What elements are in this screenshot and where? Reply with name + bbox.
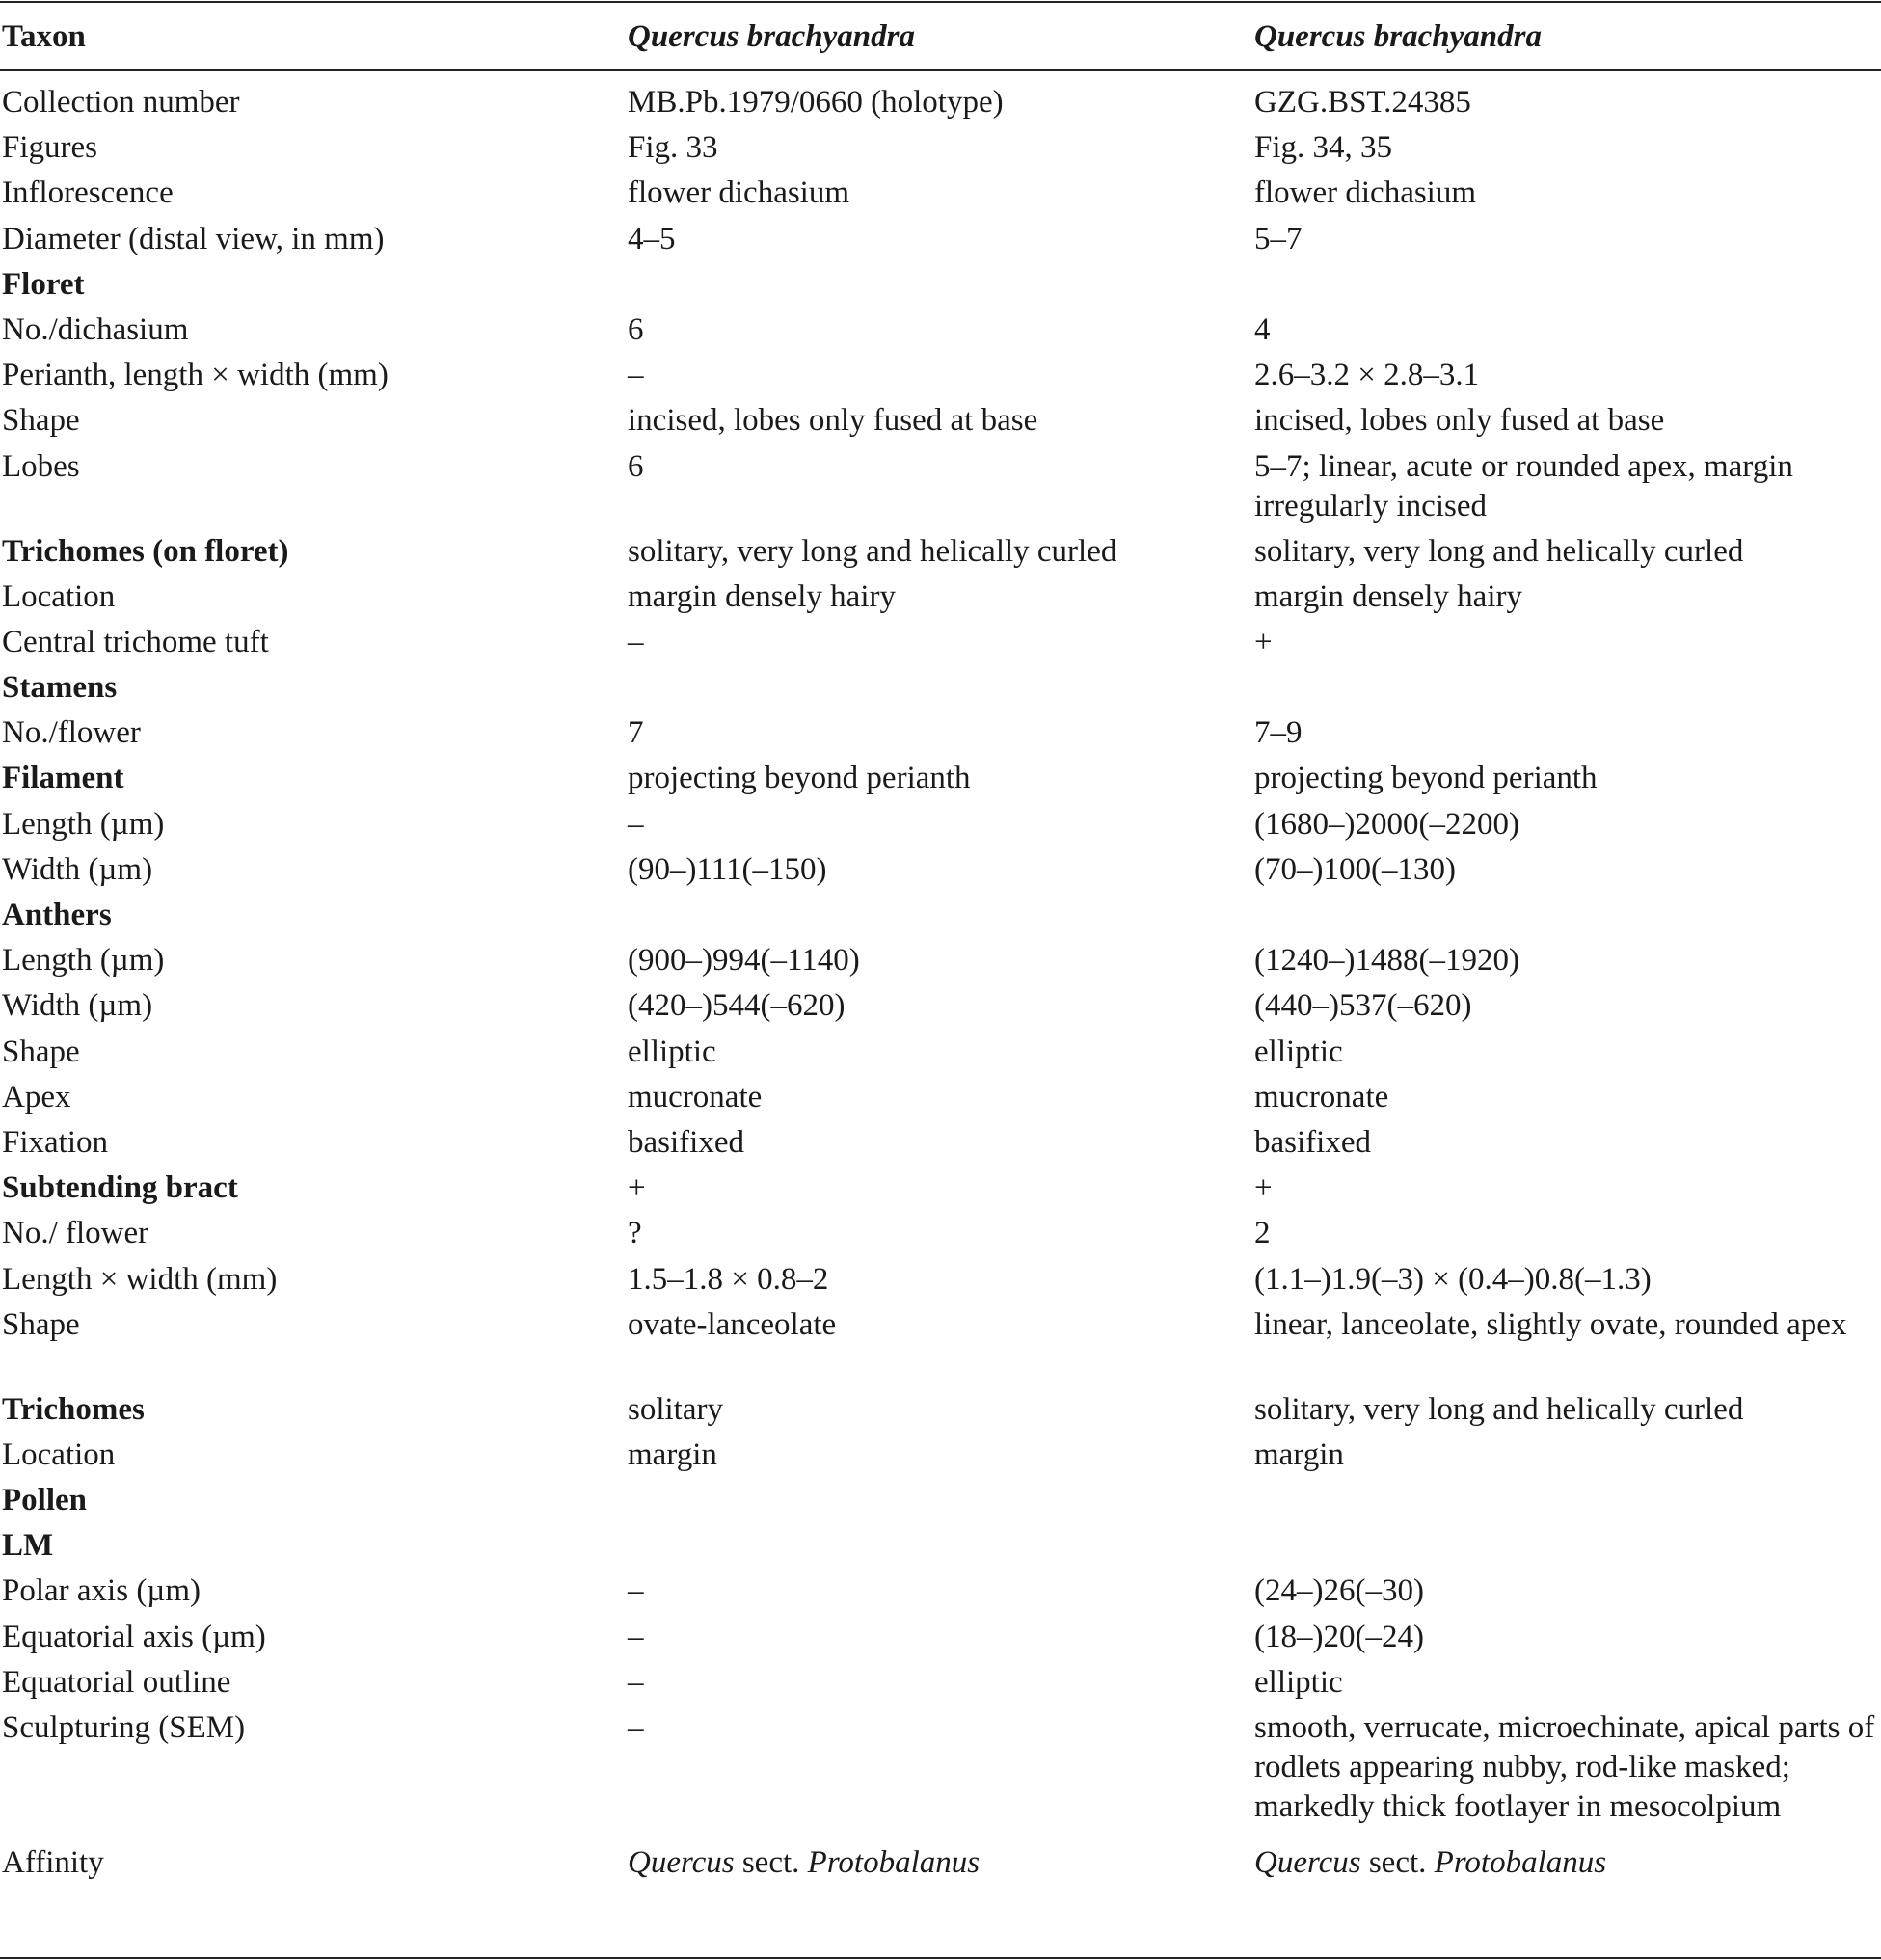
table-row — [0, 83, 1881, 128]
table-row — [0, 896, 1881, 941]
row-label: Fixation — [2, 1124, 109, 1160]
affinity-sect: sect. — [1360, 1845, 1435, 1880]
table-row — [0, 941, 1881, 986]
row-value-specimen-2: margin — [1254, 1436, 1344, 1472]
row-value-specimen-1: basifixed — [628, 1124, 744, 1160]
table-row — [0, 759, 1881, 804]
row-label: Length × width (mm) — [2, 1261, 278, 1297]
row-label: Sculpturing (SEM) — [2, 1710, 246, 1745]
row-label: No./flower — [2, 715, 141, 751]
row-value-specimen-1: (420–)544(–620) — [628, 988, 846, 1024]
row-value-specimen-2: 5–7 — [1254, 221, 1303, 256]
row-value-specimen-2: solitary, very long and helically curled — [1254, 533, 1744, 569]
row-label: Equatorial axis (µm) — [2, 1619, 266, 1654]
table-row — [0, 1123, 1881, 1168]
table-row — [0, 401, 1881, 446]
row-value-specimen-2: GZG.BST.24385 — [1254, 85, 1471, 120]
row-value-specimen-2: Fig. 34, 35 — [1254, 130, 1393, 166]
row-value-specimen-1: 6 — [628, 311, 644, 347]
table-row — [0, 1168, 1881, 1214]
row-label: Pollen — [2, 1483, 87, 1518]
row-label: Subtending bract — [2, 1170, 238, 1206]
row-value-specimen-2 — [1254, 1843, 1881, 1883]
row-value-specimen-2: (70–)100(–130) — [1254, 851, 1456, 887]
table-top-rule — [0, 1, 1881, 3]
row-value-specimen-2: (1.1–)1.9(–3) × (0.4–)0.8(–1.3) — [1254, 1261, 1652, 1297]
header-taxon: Taxon — [2, 19, 86, 54]
table-row — [0, 1571, 1881, 1617]
row-label: Trichomes (on floret) — [2, 533, 289, 569]
row-label: Diameter (distal view, in mm) — [2, 221, 385, 256]
table-row — [0, 1708, 1881, 1839]
row-label: Location — [2, 578, 116, 614]
row-label: Perianth, length × width (mm) — [2, 358, 389, 393]
table-body — [0, 83, 1881, 1889]
row-label: No./ flower — [2, 1216, 149, 1251]
row-value-specimen-1: solitary, very long and helically curled — [628, 533, 1117, 569]
table-row — [0, 1033, 1881, 1078]
row-value-specimen-1: projecting beyond perianth — [628, 761, 971, 796]
row-value-specimen-2: incised, lobes only fused at base — [1254, 403, 1665, 439]
row-value-specimen-1: 7 — [628, 715, 644, 751]
row-label: Inflorescence — [2, 175, 174, 211]
row-value-specimen-2: elliptic — [1254, 1034, 1343, 1069]
table-row — [0, 1663, 1881, 1708]
row-value-specimen-2: + — [1254, 624, 1273, 659]
row-value-specimen-1: incised, lobes only fused at base — [628, 403, 1038, 439]
row-label: Lobes — [2, 448, 80, 484]
row-label: Figures — [2, 130, 97, 166]
table-row — [0, 1214, 1881, 1259]
table-row — [0, 577, 1881, 623]
table-header-rule — [0, 69, 1881, 71]
row-label: Width (µm) — [2, 851, 153, 887]
row-label: No./dichasium — [2, 311, 189, 347]
row-value-specimen-1: 4–5 — [628, 221, 676, 256]
row-value-specimen-1: elliptic — [628, 1034, 716, 1069]
row-value-specimen-2: 2.6–3.2 × 2.8–3.1 — [1254, 358, 1480, 393]
row-value-specimen-1: margin — [628, 1436, 717, 1472]
row-label: Affinity — [2, 1845, 104, 1880]
row-label: Trichomes — [2, 1391, 145, 1427]
table-row — [0, 174, 1881, 219]
affinity-section: Protobalanus — [1434, 1845, 1607, 1880]
row-label: Location — [2, 1436, 116, 1472]
table-row-affinity — [0, 1843, 1881, 1889]
table-row — [0, 1390, 1881, 1436]
row-value-specimen-1: – — [628, 806, 644, 842]
row-value-specimen-2: flower dichasium — [1254, 175, 1477, 211]
row-value-specimen-1: ovate-lanceolate — [628, 1306, 837, 1342]
row-label: Shape — [2, 403, 80, 439]
row-value-specimen-2: 5–7; linear, acute or rounded apex, margin irregularly incised — [1254, 448, 1793, 524]
row-value-specimen-2: + — [1254, 1170, 1273, 1206]
table-row — [0, 128, 1881, 174]
row-value-specimen-1: – — [628, 1573, 644, 1609]
row-value-specimen-1: – — [628, 1710, 644, 1745]
table-header-row — [0, 13, 1881, 60]
table-row — [0, 805, 1881, 850]
row-label: Length (µm) — [2, 806, 165, 842]
row-value-specimen-2: 7–9 — [1254, 715, 1303, 751]
table-row — [0, 713, 1881, 759]
row-value-specimen-1: 1.5–1.8 × 0.8–2 — [628, 1261, 829, 1297]
table-row — [0, 1078, 1881, 1123]
row-value-specimen-1: flower dichasium — [628, 175, 850, 211]
table-row — [0, 623, 1881, 668]
row-label: Shape — [2, 1034, 80, 1069]
affinity-genus: Quercus — [1254, 1845, 1361, 1880]
row-label: Filament — [2, 761, 124, 796]
table-row — [0, 1305, 1881, 1390]
row-value-specimen-2: basifixed — [1254, 1124, 1371, 1160]
row-value-specimen-2: (1240–)1488(–1920) — [1254, 943, 1519, 979]
row-label: Equatorial outline — [2, 1664, 231, 1700]
row-value-specimen-2: 4 — [1254, 311, 1271, 347]
row-value-specimen-1 — [628, 1843, 1245, 1883]
row-value-specimen-2: margin densely hairy — [1254, 578, 1522, 614]
row-value-specimen-2: (18–)20(–24) — [1254, 1619, 1424, 1654]
row-value-specimen-1: – — [628, 358, 644, 393]
row-label: Shape — [2, 1306, 80, 1342]
row-label: Anthers — [2, 898, 112, 932]
affinity-sect: sect. — [734, 1845, 808, 1880]
row-value-specimen-2: mucronate — [1254, 1079, 1389, 1114]
table-row — [0, 265, 1881, 310]
row-label: LM — [2, 1528, 54, 1564]
row-value-specimen-1: – — [628, 1664, 644, 1700]
table-row — [0, 1436, 1881, 1481]
table-row — [0, 532, 1881, 577]
table-row — [0, 447, 1881, 532]
row-value-specimen-2: linear, lanceolate, slightly ovate, rounded apex — [1254, 1306, 1847, 1342]
row-value-specimen-2: solitary, very long and helically curled — [1254, 1391, 1744, 1427]
row-value-specimen-1: – — [628, 1619, 644, 1654]
row-value-specimen-1: solitary — [628, 1391, 723, 1427]
row-label: Stamens — [2, 670, 118, 706]
row-label: Floret — [2, 266, 85, 302]
affinity-section: Protobalanus — [807, 1845, 981, 1880]
table-row — [0, 310, 1881, 356]
table-row — [0, 1481, 1881, 1526]
row-label: Apex — [2, 1079, 71, 1114]
table-row — [0, 220, 1881, 265]
table-bottom-rule — [0, 1957, 1881, 1959]
row-value-specimen-2: (440–)537(–620) — [1254, 988, 1472, 1024]
row-value-specimen-1: ? — [628, 1216, 642, 1251]
row-label: Polar axis (µm) — [2, 1573, 201, 1609]
row-value-specimen-1: Fig. 33 — [628, 130, 718, 166]
row-label: Width (µm) — [2, 988, 153, 1024]
row-value-specimen-2: (1680–)2000(–2200) — [1254, 806, 1519, 842]
header-specimen-1: Quercus brachyandra — [628, 19, 915, 54]
table-row — [0, 1260, 1881, 1305]
row-value-specimen-2: 2 — [1254, 1216, 1271, 1251]
row-value-specimen-1: (900–)994(–1140) — [628, 943, 860, 979]
row-value-specimen-1: 6 — [628, 448, 644, 484]
row-label: Length (µm) — [2, 943, 165, 979]
affinity-genus: Quercus — [628, 1845, 735, 1880]
row-value-specimen-2: projecting beyond perianth — [1254, 761, 1598, 796]
table-row — [0, 356, 1881, 401]
row-value-specimen-1: + — [628, 1170, 646, 1206]
row-value-specimen-1: margin densely hairy — [628, 578, 896, 614]
header-specimen-2: Quercus brachyandra — [1254, 19, 1542, 54]
row-value-specimen-1: – — [628, 624, 644, 659]
table-row — [0, 986, 1881, 1032]
row-label: Collection number — [2, 85, 240, 120]
row-value-specimen-2: elliptic — [1254, 1664, 1343, 1700]
table-row — [0, 850, 1881, 896]
row-value-specimen-2: (24–)26(–30) — [1254, 1573, 1424, 1609]
table-row — [0, 1526, 1881, 1571]
row-label: Central trichome tuft — [2, 624, 269, 659]
row-value-specimen-1: MB.Pb.1979/0660 (holotype) — [628, 85, 1004, 120]
table-row — [0, 1618, 1881, 1663]
row-value-specimen-1: (90–)111(–150) — [628, 851, 827, 887]
row-value-specimen-1: mucronate — [628, 1079, 763, 1114]
table-row — [0, 668, 1881, 713]
row-value-specimen-2: smooth, verrucate, microechinate, apical parts of rodlets appearing nubby, rod-like masked; markedly thick footlayer in mesocolpium — [1254, 1710, 1875, 1824]
